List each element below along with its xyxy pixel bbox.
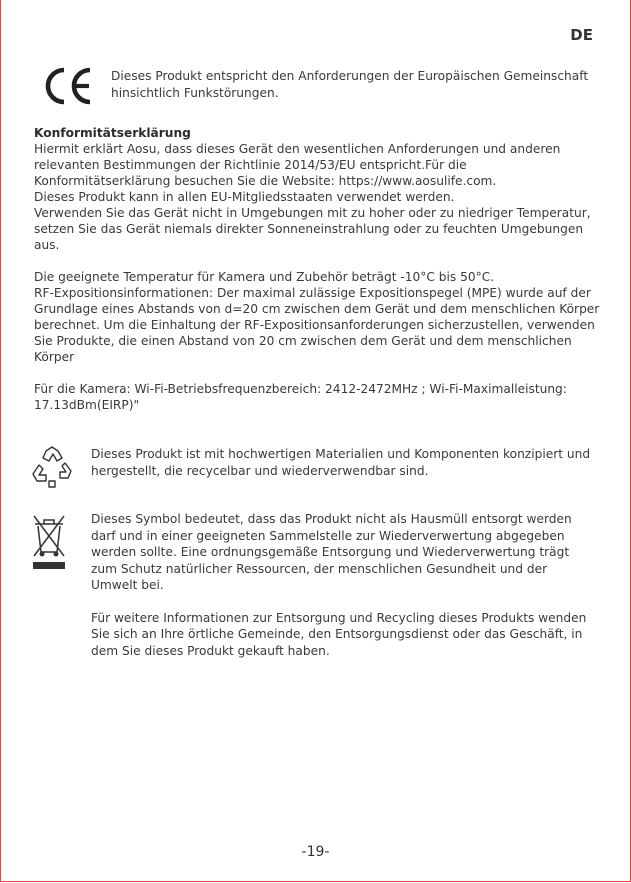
recycle-icon [29,445,75,491]
weee-statement [91,511,591,659]
ce-mark-icon [40,67,96,105]
main-text [34,125,606,413]
recycle-statement: Dieses Produkt ist mit hochwertigen Materialien und Komponenten konzipiert und hergestellt, die recycelbar und wiederverwendbar sind. [91,447,591,478]
language-tag: DE [570,26,593,44]
weee-paragraph: Dieses Symbol bedeutet, dass das Produkt nicht als Hausmüll entsorgt werden darf und in einer geeigneten Sammelstelle zur Wiederverwertung abgegeben werden sollte. Eine ordnungsgemäße Entsorgung und Wiederverwertung trägt zum Schutz natürlicher Ressourcen, der menschlichen Gesundheit und der Umwelt bei. [91,512,572,592]
declaration-heading: Konformitätserklärung [34,126,191,140]
ce-statement: Dieses Produkt entspricht den Anforderungen der Europäischen Gemeinschaft hinsichtlich Funkstörungen. [111,69,589,100]
temperature-text: Die geeignete Temperatur für Kamera und Zubehör beträgt -10°C bis 50°C. [34,270,495,284]
camera-spec-text: Für die Kamera: Wi-Fi-Betriebsfrequenzbereich: 2412-2472MHz ; Wi-Fi-Maximalleistung: 17.13dBm(EIRP)" [34,382,567,412]
weee-paragraph: Für weitere Informationen zur Entsorgung und Recycling dieses Produkts wenden Sie sich an Ihre örtliche Gemeinde, den Entsorgungsdienst oder das Geschäft, in dem Sie dieses Produkt gekauft haben. [91,610,587,658]
rf-exposure-text: RF-Expositionsinformationen: Der maximal zulässige Expositionspegel (MPE) wurde auf der Grundlage eines Abstands von d=20 cm zwischen dem Gerät und dem menschlichen Körper berechnet. Um die Einhaltung der RF-Expositionsanforderungen sicherzustellen, verwenden Sie Produkte, die einen Abstand von 20 cm zwischen dem Gerät und dem menschlichen Körper [34,286,600,364]
declaration-line: Hiermit erklärt Aosu, dass dieses Gerät den wesentlichen Anforderungen und anderen relevanten Bestimmungen der Richtlinie 2014/53/EU entspricht.Für die Konformitätserklärung besuchen Sie die Website: https://www.aosulife.com. [34,142,561,188]
declaration-line: Dieses Produkt kann in allen EU-Mitgliedsstaaten verwendet werden. [34,190,455,204]
declaration-line: Verwenden Sie das Gerät nicht in Umgebungen mit zu hoher oder zu niedriger Temperatur, setzen Sie das Gerät niemals direkter Sonneneinstrahlung oder zu feuchten Umgebungen aus. [34,206,591,252]
page-number: -19- [301,844,330,860]
crossed-bin-icon [30,512,68,572]
